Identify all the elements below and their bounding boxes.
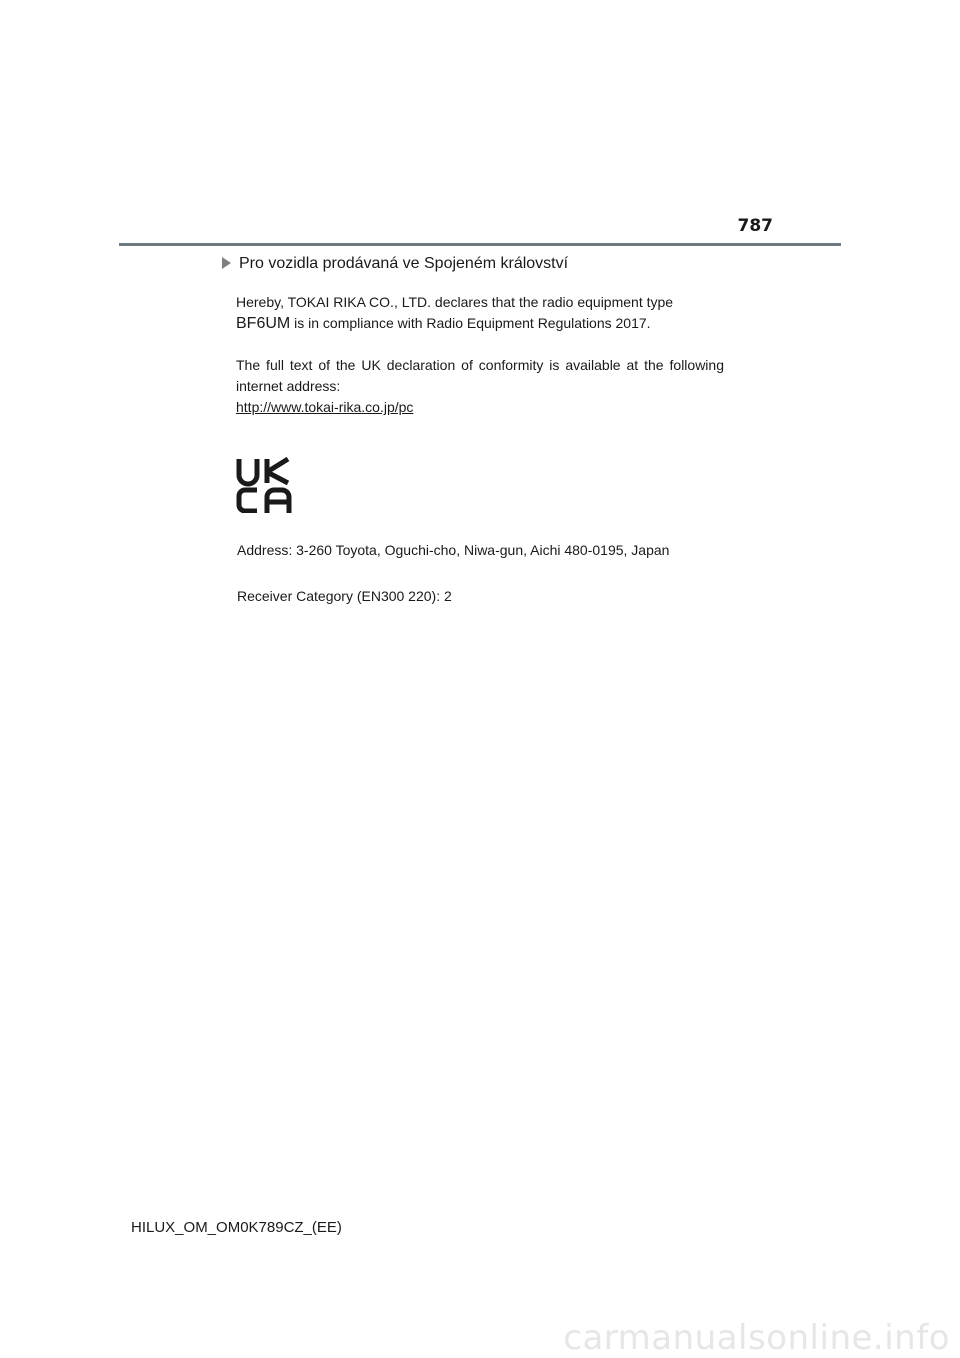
declaration-block [236, 292, 724, 418]
header-rule [119, 243, 841, 246]
ukca-mark-a [267, 490, 289, 513]
section-heading-text: Pro vozidla prodávaná ve Spojeném království [239, 255, 569, 272]
ukca-mark-u [239, 459, 257, 484]
full-text-notice: The full text of the UK declaration of conformity is available at the following internet address: [236, 357, 724, 394]
ukca-mark-k [267, 459, 288, 483]
page-number: 787 [737, 216, 773, 236]
receiver-category: Receiver Category (EN300 220): 2 [237, 588, 452, 604]
footer-document-code: HILUX_OM_OM0K789CZ_(EE) [131, 1219, 342, 1236]
declaration-line-1: Hereby, TOKAI RIKA CO., LTD. declares that the radio equipment type [236, 294, 674, 310]
declaration-line-2 [236, 313, 724, 334]
ukca-mark-c [239, 490, 257, 511]
declaration-url-link[interactable]: http://www.tokai-rika.co.jp/pc [236, 399, 414, 415]
section-heading [222, 255, 568, 273]
ukca-mark-icon [236, 457, 292, 513]
watermark: carmanualsonline.info [563, 1318, 950, 1358]
equipment-model: BF6UM [236, 315, 291, 332]
declaration-url-line [236, 397, 724, 418]
compliance-statement: is in compliance with Radio Equipment Regulations 2017. [290, 315, 651, 331]
triangle-bullet-icon [222, 257, 231, 269]
manufacturer-address: Address: 3-260 Toyota, Oguchi-cho, Niwa-gun, Aichi 480-0195, Japan [237, 542, 670, 558]
